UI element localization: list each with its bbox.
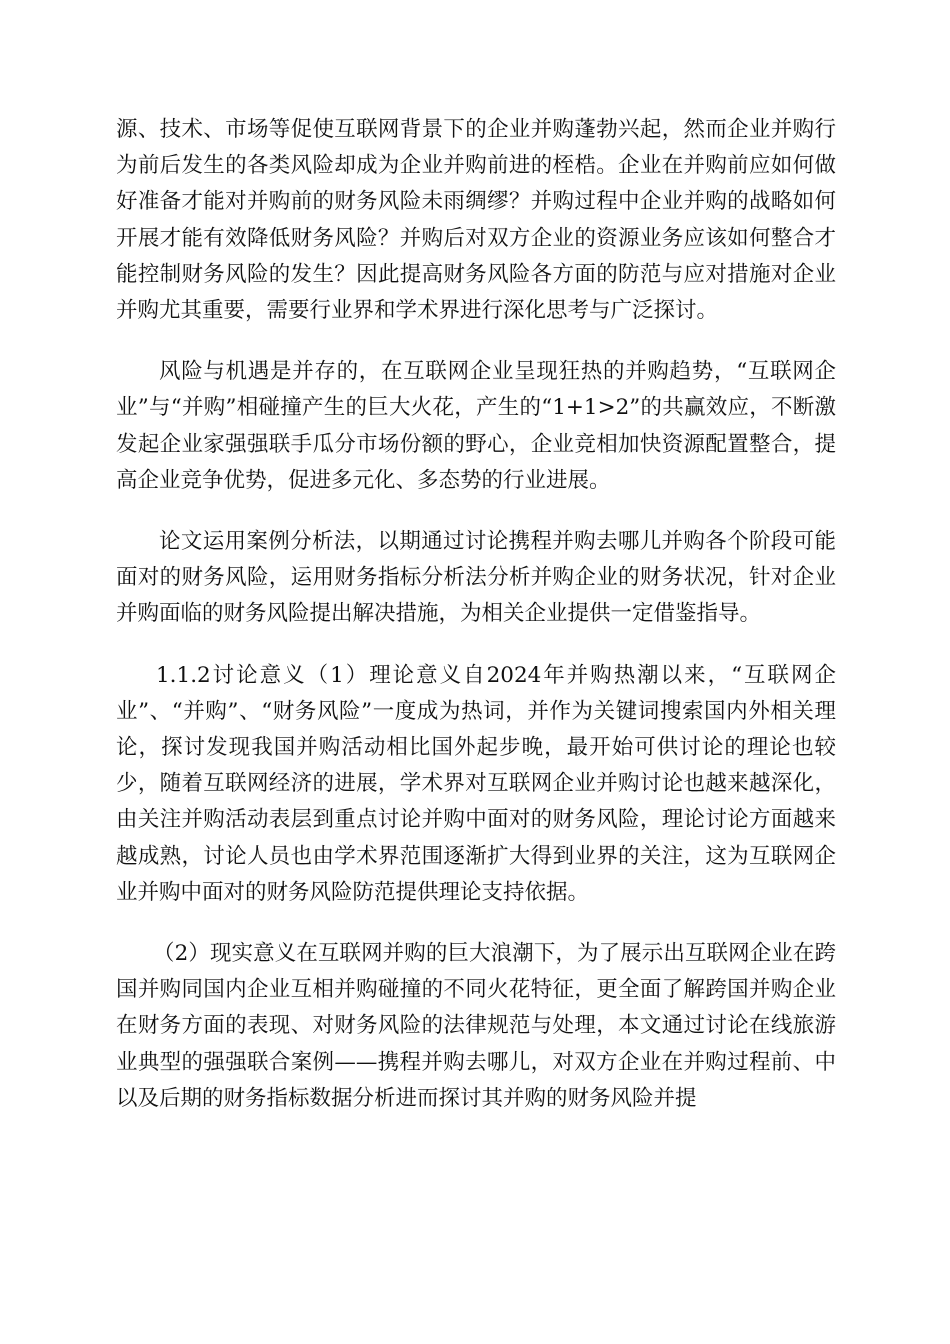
paragraph-continued: 源、技术、市场等促使互联网背景下的企业并购蓬勃兴起，然而企业并购行为前后发生的各类风险却成为企业并购前进的桎梏。企业在并购前应如何做好准备才能对并购前的财务风险未雨绸缪？并购过程中企业并购的战略如何开展才能有效降低财务风险？并购后对双方企业的资源业务应该如何整合才能控制财务风险的发生？因此提高财务风险各方面的防范与应对措施对企业并购尤其重要，需要行业界和学术界进行深化思考与广泛探讨。 (116, 117, 836, 324)
paragraph-risk-opportunity: 风险与机遇是并存的，在互联网企业呈现狂热的并购趋势，“互联网企业”与“并购”相碰撞产生的巨大火花，产生的“1+1>2”的共赢效应，不断激发起企业家强强联手瓜分市场份额的野心，企业竞相加快资源配置整合，提高企业竞争优势，促进多元化、多态势的行业进展。 (116, 359, 836, 493)
paragraph-theoretical-significance: 1.1.2讨论意义（1）理论意义自2024年并购热潮以来，“互联网企业”、“并购”、“财务风险”一度成为热词，并作为关键词搜索国内外相关理论，探讨发现我国并购活动相比国外起步晚，最开始可供讨论的理论也较少，随着互联网经济的进展，学术界对互联网企业并购讨论也越来越深化，由关注并购活动表层到重点讨论并购中面对的财务风险，理论讨论方面越来越成熟，讨论人员也由学术界范围逐渐扩大得到业界的关注，这为互联网企业并购中面对的财务风险防范提供理论支持依据。 (116, 662, 836, 905)
paragraph-method: 论文运用案例分析法，以期通过讨论携程并购去哪儿并购各个阶段可能面对的财务风险，运用财务指标分析法分析并购企业的财务状况，针对企业并购面临的财务风险提出解决措施，为相关企业提供一定借鉴指导。 (116, 529, 836, 627)
paragraph-practical-significance: （2）现实意义在互联网并购的巨大浪潮下，为了展示出互联网企业在跨国并购同国内企业互相并购碰撞的不同火花特征，更全面了解跨国并购企业在财务方面的表现、对财务风险的法律规范与处理，本文通过讨论在线旅游业典型的强强联合案例——携程并购去哪儿，对双方企业在并购过程前、中以及后期的财务指标数据分析进而探讨其并购的财务风险并提 (116, 941, 836, 1111)
document-body (116, 112, 836, 1117)
